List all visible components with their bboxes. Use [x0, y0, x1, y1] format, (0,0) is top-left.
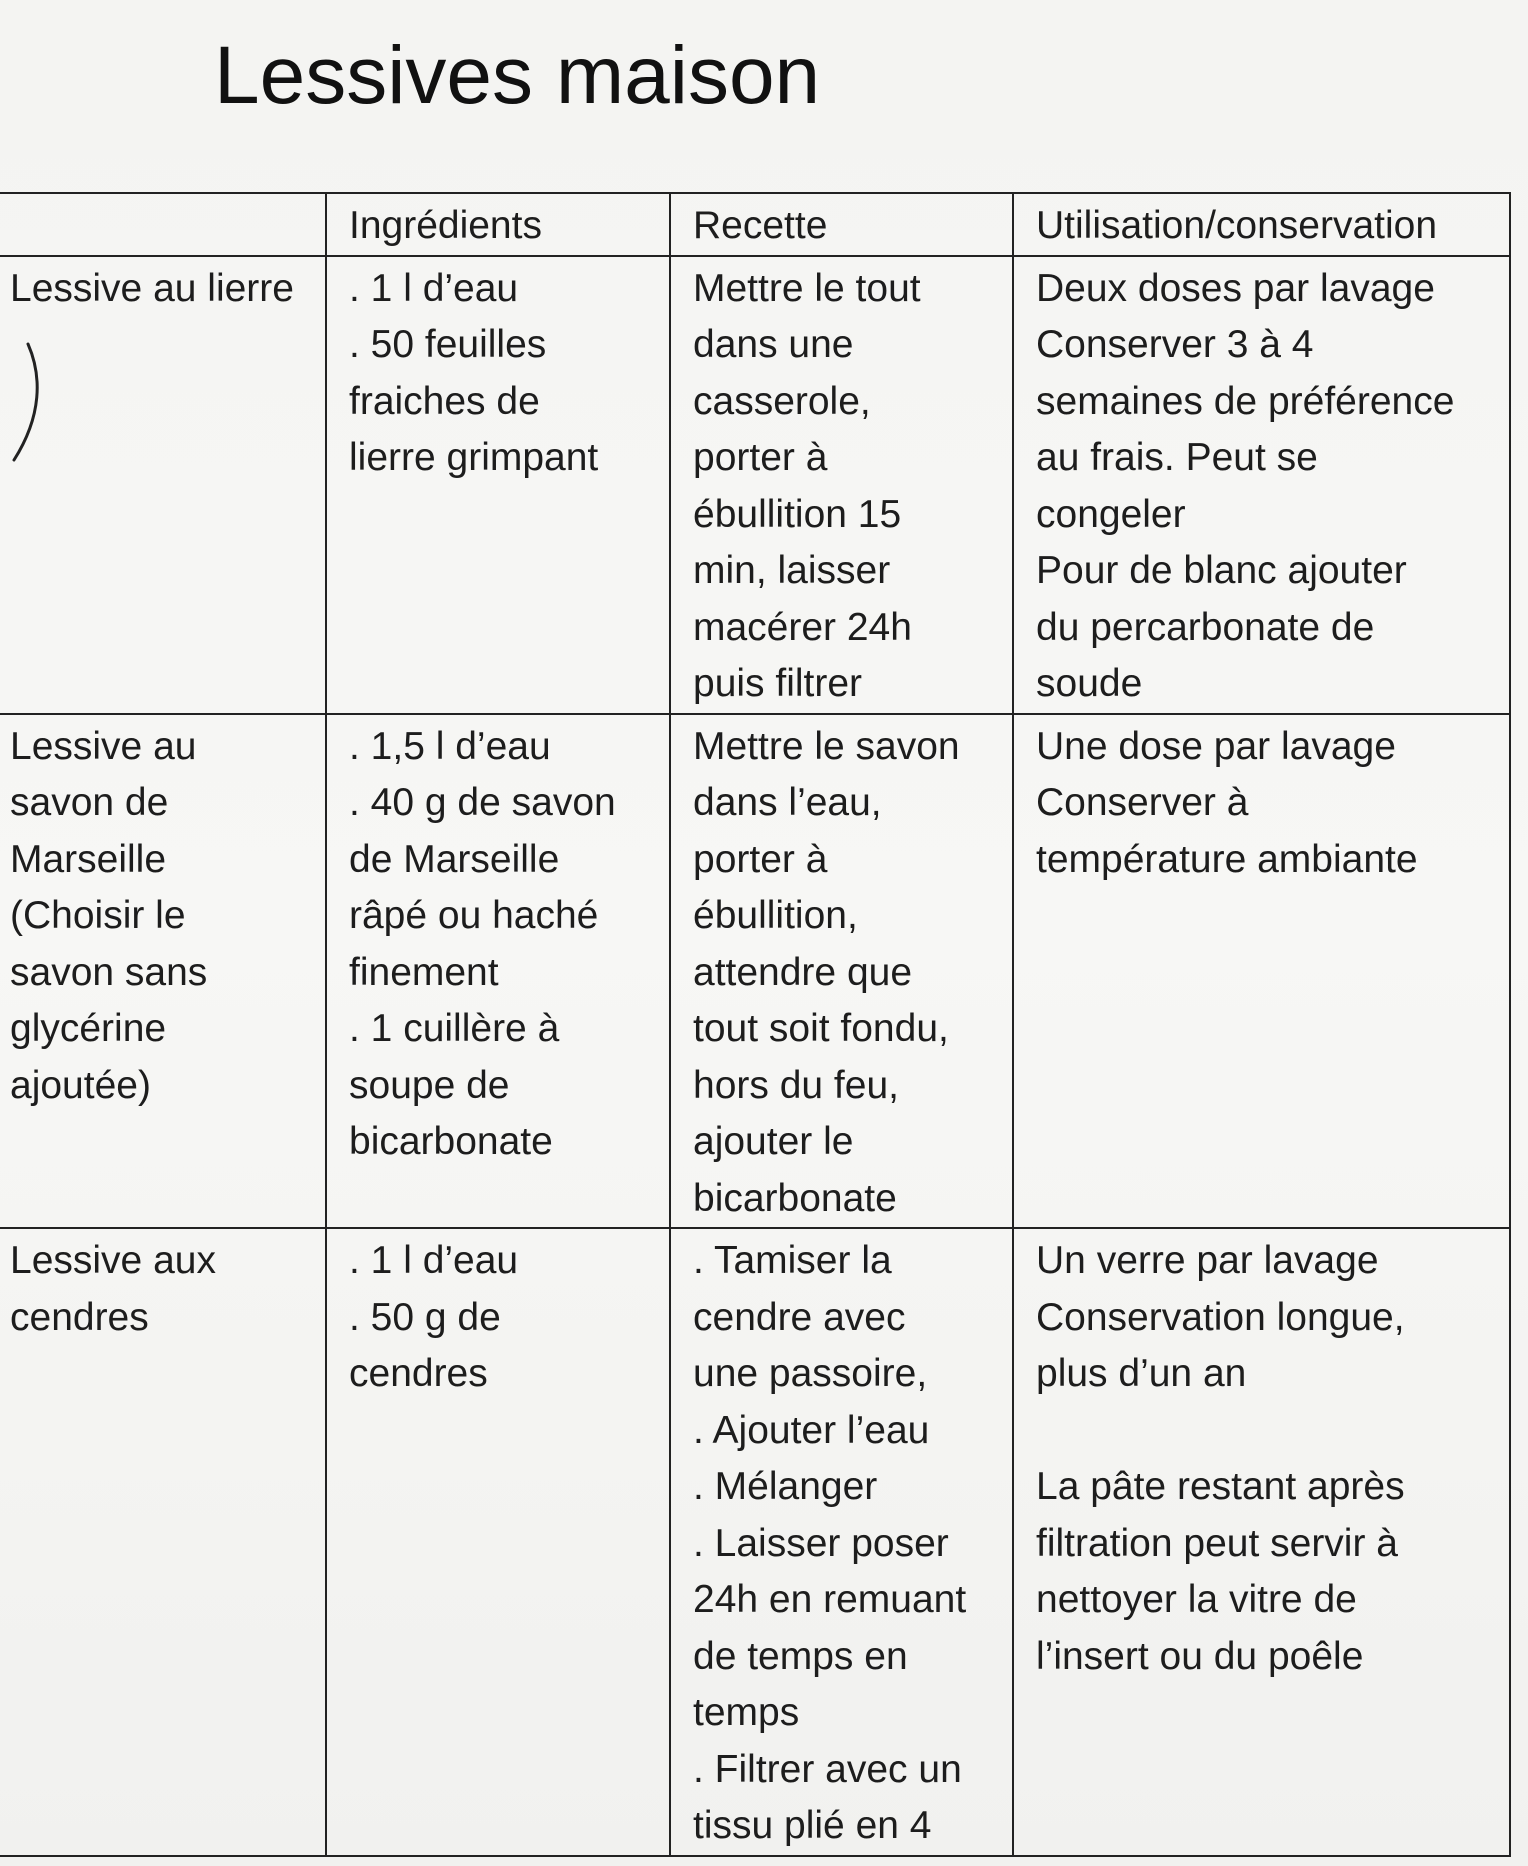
cell-text-line: de temps en: [693, 1634, 908, 1678]
cell-text-line: Conservation longue,: [1036, 1295, 1405, 1339]
cell-text-line: . 1 cuillère à: [349, 1007, 560, 1050]
cell-text-line: Conserver à: [1036, 781, 1249, 824]
header-cell-ingredients: Ingrédients: [326, 193, 670, 256]
cell-text-line: casserole,: [693, 379, 871, 423]
cell-text-line: dans l’eau,: [693, 781, 882, 824]
cell-text-line: cendres: [10, 1295, 149, 1339]
page-title: Lessives maison: [214, 30, 821, 121]
recipe-name-cell: [0, 1228, 326, 1856]
cell-text-line: semaines de préférence: [1036, 379, 1455, 423]
cell-text-line: tissu plié en 4: [693, 1804, 932, 1847]
cell-text-line: Lessive au: [10, 724, 197, 768]
ingredients-cell: [326, 256, 670, 714]
cell-text-line: filtration peut servir à: [1036, 1521, 1398, 1565]
cell-text-line: ébullition,: [693, 894, 858, 937]
cell-text-line: lierre grimpant: [349, 436, 599, 479]
cell-text-line: bicarbonate: [693, 1176, 897, 1220]
recipe-cell: [670, 256, 1013, 714]
cell-text-line: (Choisir le: [10, 894, 186, 937]
cell-text-line: savon de: [10, 781, 169, 824]
table-row: [0, 714, 1510, 1229]
cell-text-line: . 1 l d’eau: [349, 266, 519, 310]
cell-text-line: . Filtrer avec un: [693, 1747, 962, 1791]
cell-text-line: une passoire,: [693, 1352, 928, 1395]
cell-text-line: Mettre le tout: [693, 266, 921, 310]
cell-text-line: Conserver 3 à 4: [1036, 323, 1314, 366]
recipe-cell: [670, 1228, 1013, 1856]
cell-text-line: fraiches de: [349, 379, 540, 423]
cell-text-line: Une dose par lavage: [1036, 724, 1396, 768]
recipe-cell: [670, 714, 1013, 1229]
cell-text-line: congeler: [1036, 492, 1186, 536]
cell-text-line: bicarbonate: [349, 1120, 553, 1163]
cell-text-line: 24h en remuant: [693, 1578, 967, 1621]
cell-text-line: nettoyer la vitre de: [1036, 1578, 1357, 1621]
cell-text-line: de Marseille: [349, 837, 560, 881]
cell-text-line: . 1,5 l d’eau: [349, 724, 551, 768]
cell-text-line: . 40 g de savon: [349, 781, 616, 824]
blank-line: [1036, 1403, 1499, 1460]
cell-text-line: tout soit fondu,: [693, 1007, 949, 1050]
cell-text-line: . Tamiser la: [693, 1239, 892, 1282]
usage-cell: [1013, 714, 1510, 1229]
cell-text-line: Lessive au lierre: [10, 266, 294, 310]
cell-text-line: min, laisser: [693, 549, 891, 592]
cell-text-line: temps: [693, 1691, 800, 1734]
cell-text-line: . Mélanger: [693, 1465, 878, 1508]
cell-text-line: Deux doses par lavage: [1036, 266, 1435, 310]
cell-text-line: Mettre le savon: [693, 724, 960, 768]
header-cell-usage: Utilisation/conservation: [1013, 193, 1510, 256]
cell-text-line: savon sans: [10, 950, 208, 994]
cell-text-line: l’insert ou du poêle: [1036, 1634, 1364, 1678]
cell-text-line: Pour de blanc ajouter: [1036, 549, 1407, 592]
usage-cell: [1013, 1228, 1510, 1856]
cell-text-line: râpé ou haché: [349, 894, 599, 937]
cell-text-line: au frais. Peut se: [1036, 436, 1318, 479]
header-cell-recipe: Recette: [670, 193, 1013, 256]
recipe-name-cell: [0, 714, 326, 1229]
recipe-name-cell: [0, 256, 326, 714]
cell-text-line: ajoutée): [10, 1063, 151, 1107]
cell-text-line: Marseille: [10, 837, 167, 881]
cell-text-line: . 50 feuilles: [349, 323, 547, 366]
cell-text-line: . Laisser poser: [693, 1521, 949, 1565]
cell-text-line: porter à: [693, 436, 828, 479]
cell-text-line: soude: [1036, 662, 1143, 705]
cell-text-line: ébullition 15: [693, 492, 902, 536]
cell-text-line: La pâte restant après: [1036, 1465, 1405, 1508]
cell-text-line: température ambiante: [1036, 837, 1418, 881]
cell-text-line: plus d’un an: [1036, 1352, 1247, 1395]
table-row: [0, 1228, 1510, 1856]
ingredients-cell: [326, 1228, 670, 1856]
cell-text-line: glycérine: [10, 1007, 167, 1050]
cell-text-line: cendre avec: [693, 1295, 906, 1339]
cell-text-line: finement: [349, 950, 499, 994]
cell-text-line: cendres: [349, 1352, 488, 1395]
cell-text-line: Un verre par lavage: [1036, 1239, 1379, 1282]
cell-text-line: Lessive aux: [10, 1239, 216, 1282]
table-row: [0, 256, 1510, 714]
cell-text-line: soupe de: [349, 1063, 510, 1107]
cell-text-line: . 1 l d’eau: [349, 1239, 519, 1282]
cell-text-line: . Ajouter l’eau: [693, 1408, 930, 1452]
usage-cell: [1013, 256, 1510, 714]
cell-text-line: hors du feu,: [693, 1063, 899, 1107]
cell-text-line: ajouter le: [693, 1120, 854, 1163]
cell-text-line: dans une: [693, 323, 854, 366]
cell-text-line: porter à: [693, 837, 828, 881]
cell-text-line: puis filtrer: [693, 662, 863, 705]
cell-text-line: du percarbonate de: [1036, 605, 1375, 649]
recipes-table: [0, 192, 1511, 1857]
ingredients-cell: [326, 714, 670, 1229]
cell-text-line: macérer 24h: [693, 605, 912, 649]
cell-text-line: attendre que: [693, 950, 913, 994]
header-cell-name: [0, 193, 326, 256]
cell-text-line: . 50 g de: [349, 1295, 501, 1339]
table-header-row: [0, 193, 1510, 256]
